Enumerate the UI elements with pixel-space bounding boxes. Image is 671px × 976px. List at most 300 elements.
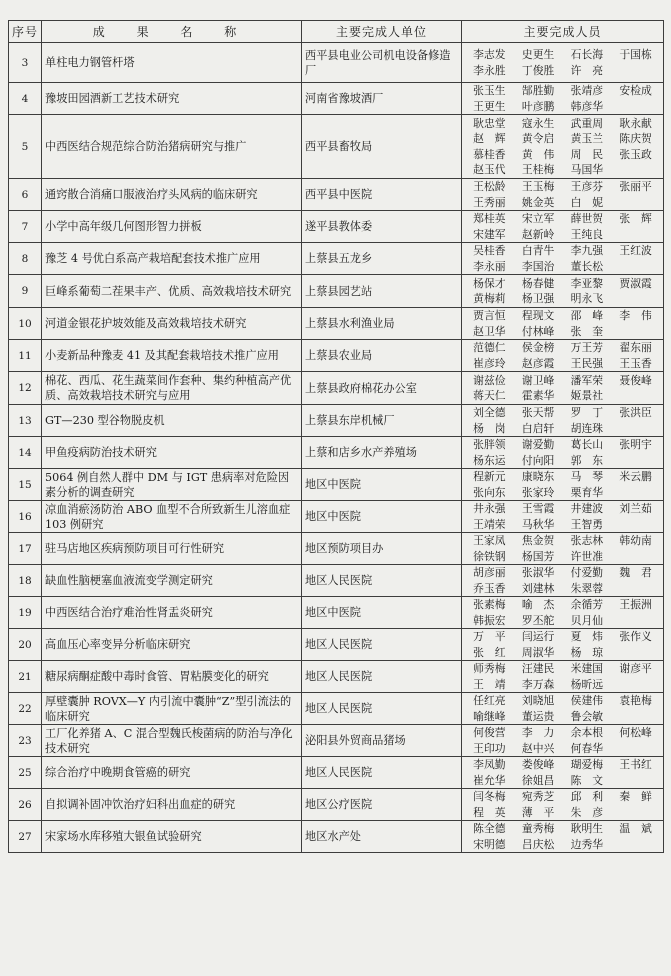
achievement-title: 厚壁囊肿 ROVX—Y 内引流中囊肿“Z”型引流法的临床研究 bbox=[42, 693, 302, 725]
person-name: 张天帮 bbox=[521, 406, 555, 419]
person-name: 王 靖 bbox=[473, 677, 506, 691]
achievement-title: 糖尿病酮症酸中毒时食管、胃粘膜变化的研究 bbox=[42, 661, 302, 693]
people-line bbox=[465, 725, 660, 741]
person-name: 白 妮 bbox=[570, 195, 604, 209]
person-name bbox=[611, 645, 660, 661]
row-number: 12 bbox=[9, 372, 42, 405]
person-name: 侯建伟 bbox=[570, 694, 604, 707]
person-name: 张 辉 bbox=[619, 212, 652, 225]
person-name bbox=[611, 162, 660, 178]
person-name: 吕庆松 bbox=[521, 837, 555, 851]
completion-unit: 遂平县教体委 bbox=[302, 211, 462, 243]
person-name: 张家玲 bbox=[521, 485, 555, 499]
people-line bbox=[465, 63, 660, 79]
row-number: 14 bbox=[9, 437, 42, 469]
table-row bbox=[9, 533, 664, 565]
person-name: 李志发 bbox=[473, 48, 506, 61]
achievement-title: 通窍散合消痛口服液治疗头风病的临床研究 bbox=[42, 179, 302, 211]
person-name: 王智勇 bbox=[570, 517, 604, 531]
person-name bbox=[611, 773, 660, 789]
completion-people bbox=[462, 372, 664, 405]
person-name bbox=[611, 741, 660, 757]
person-name: 韩彦华 bbox=[570, 99, 604, 113]
completion-unit: 上蔡县水利渔业局 bbox=[302, 308, 462, 340]
person-name: 马国华 bbox=[570, 163, 604, 176]
person-name: 白青牛 bbox=[521, 244, 555, 257]
table-row bbox=[9, 821, 664, 853]
completion-unit: 西平县中医院 bbox=[302, 179, 462, 211]
person-name: 王更生 bbox=[473, 99, 506, 113]
person-name: 张靖彦 bbox=[570, 84, 604, 97]
people-line bbox=[465, 533, 660, 549]
person-name: 武重周 bbox=[570, 116, 604, 130]
row-number: 27 bbox=[9, 821, 42, 853]
person-name: 马秋华 bbox=[521, 517, 555, 531]
person-name: 喻 杰 bbox=[521, 598, 555, 611]
completion-unit: 地区中医院 bbox=[302, 469, 462, 501]
people-line bbox=[465, 773, 660, 789]
table-row bbox=[9, 372, 664, 405]
people-line bbox=[465, 47, 660, 63]
person-name: 付爱勤 bbox=[570, 566, 604, 579]
person-name bbox=[611, 324, 660, 340]
completion-people bbox=[462, 83, 664, 115]
person-name: 赵玉代 bbox=[473, 163, 506, 176]
completion-people bbox=[462, 405, 664, 437]
person-name: 蒋天仁 bbox=[473, 389, 506, 402]
people-line bbox=[465, 485, 660, 501]
people-line bbox=[465, 340, 660, 356]
achievement-title: 巨峰系葡萄二茬果丰产、优质、高效栽培技术研究 bbox=[42, 275, 302, 308]
row-number: 15 bbox=[9, 469, 42, 501]
person-name: 许 亮 bbox=[570, 63, 604, 77]
person-name: 赵 辉 bbox=[473, 132, 506, 145]
completion-unit: 地区人民医院 bbox=[302, 629, 462, 661]
people-line bbox=[465, 308, 660, 324]
person-name: 贾淑霞 bbox=[619, 276, 652, 290]
person-name: 张 红 bbox=[473, 645, 506, 659]
row-number: 16 bbox=[9, 501, 42, 533]
people-line bbox=[465, 837, 660, 853]
person-name: 王秀丽 bbox=[473, 195, 506, 209]
person-name: 黄 伟 bbox=[521, 147, 555, 161]
person-name bbox=[611, 99, 660, 115]
table-row bbox=[9, 340, 664, 372]
person-name: 李永胜 bbox=[473, 63, 506, 77]
person-name: 李 力 bbox=[521, 726, 555, 739]
person-name: 宋建军 bbox=[473, 227, 506, 241]
completion-people bbox=[462, 533, 664, 565]
person-name: 郭 东 bbox=[570, 453, 604, 467]
person-name bbox=[611, 581, 660, 597]
completion-people bbox=[462, 501, 664, 533]
row-number: 17 bbox=[9, 533, 42, 565]
person-name: 刘建林 bbox=[521, 581, 555, 595]
person-name: 杨 琼 bbox=[570, 645, 604, 659]
achievement-title: 甲鱼疫病防治技术研究 bbox=[42, 437, 302, 469]
person-name: 余循芳 bbox=[570, 598, 604, 611]
person-name: 丁俊胜 bbox=[521, 63, 555, 77]
table-row bbox=[9, 83, 664, 115]
completion-unit: 地区中医院 bbox=[302, 597, 462, 629]
row-number: 6 bbox=[9, 179, 42, 211]
person-name: 杨保才 bbox=[473, 276, 506, 290]
achievements-table bbox=[8, 20, 664, 853]
person-name: 潘军荣 bbox=[570, 373, 604, 387]
person-name bbox=[611, 837, 660, 853]
completion-unit: 上蔡县五龙乡 bbox=[302, 243, 462, 275]
people-line bbox=[465, 147, 660, 163]
people-line bbox=[465, 565, 660, 581]
person-name: 黄玉兰 bbox=[570, 132, 604, 145]
completion-people bbox=[462, 565, 664, 597]
person-name: 瑚爱梅 bbox=[570, 758, 604, 771]
completion-unit: 上蔡县农业局 bbox=[302, 340, 462, 372]
row-number: 25 bbox=[9, 757, 42, 789]
person-name: 王红波 bbox=[619, 244, 652, 257]
person-name: 李永丽 bbox=[473, 259, 506, 273]
person-name: 谢彦平 bbox=[619, 662, 652, 675]
completion-unit: 上蔡县园艺站 bbox=[302, 275, 462, 308]
person-name: 胡连珠 bbox=[570, 421, 604, 435]
completion-people bbox=[462, 789, 664, 821]
table-row bbox=[9, 693, 664, 725]
person-name: 张 奎 bbox=[570, 324, 604, 338]
person-name: 杨 岗 bbox=[473, 421, 506, 435]
person-name: 魏 君 bbox=[619, 566, 652, 579]
people-line bbox=[465, 581, 660, 597]
person-name: 姚金英 bbox=[521, 195, 555, 209]
completion-people bbox=[462, 211, 664, 243]
person-name: 杨国芳 bbox=[521, 549, 555, 563]
people-line bbox=[465, 324, 660, 340]
people-line bbox=[465, 789, 660, 805]
achievement-title: 高血压心率变异分析临床研究 bbox=[42, 629, 302, 661]
person-name bbox=[611, 613, 660, 629]
person-name: 袁艳梅 bbox=[619, 694, 652, 707]
people-line bbox=[465, 613, 660, 629]
person-name: 张作义 bbox=[619, 630, 652, 643]
achievement-title: 中西医结合治疗难治性肾盂炎研究 bbox=[42, 597, 302, 629]
table-row bbox=[9, 211, 664, 243]
person-name: 朱 彦 bbox=[570, 805, 604, 819]
achievement-title: 自拟调补固冲饮治疗妇科出血症的研究 bbox=[42, 789, 302, 821]
person-name: 朱翠蓉 bbox=[570, 581, 604, 595]
person-name: 谢卫峰 bbox=[521, 373, 555, 387]
person-name: 王玉梅 bbox=[521, 180, 555, 193]
people-line bbox=[465, 179, 660, 195]
person-name: 夏 炜 bbox=[570, 630, 604, 643]
table-row bbox=[9, 115, 664, 179]
person-name: 寇永生 bbox=[521, 116, 555, 130]
header-row bbox=[9, 21, 664, 43]
people-line bbox=[465, 805, 660, 821]
table-row bbox=[9, 43, 664, 83]
person-name: 付林峰 bbox=[521, 324, 555, 338]
completion-unit: 地区中医院 bbox=[302, 501, 462, 533]
completion-unit: 地区水产处 bbox=[302, 821, 462, 853]
row-number: 11 bbox=[9, 340, 42, 372]
completion-people bbox=[462, 757, 664, 789]
table-row bbox=[9, 275, 664, 308]
people-line bbox=[465, 437, 660, 453]
table-row bbox=[9, 469, 664, 501]
table-row bbox=[9, 661, 664, 693]
people-line bbox=[465, 243, 660, 259]
person-name: 张玉生 bbox=[473, 84, 506, 97]
person-name: 何松峰 bbox=[619, 726, 652, 739]
person-name: 边秀华 bbox=[570, 837, 604, 851]
person-name: 聂俊峰 bbox=[619, 373, 652, 387]
person-name: 师秀梅 bbox=[473, 662, 506, 675]
table-row bbox=[9, 757, 664, 789]
people-line bbox=[465, 131, 660, 147]
person-name: 李 伟 bbox=[619, 309, 652, 322]
person-name: 黄令启 bbox=[521, 132, 555, 145]
person-name: 张淑华 bbox=[521, 566, 555, 579]
row-number: 23 bbox=[9, 725, 42, 757]
achievement-title: 小学中高年级几何图形智力拼板 bbox=[42, 211, 302, 243]
person-name: 赵中兴 bbox=[521, 741, 555, 755]
people-line bbox=[465, 661, 660, 677]
person-name: 栗育华 bbox=[570, 485, 604, 499]
row-number: 19 bbox=[9, 597, 42, 629]
person-name: 井永强 bbox=[473, 502, 506, 515]
person-name: 万王芳 bbox=[570, 341, 604, 354]
person-name: 张向东 bbox=[473, 485, 506, 499]
person-name: 王靖荣 bbox=[473, 517, 506, 531]
person-name: 娄俊峰 bbox=[521, 758, 555, 771]
completion-people bbox=[462, 340, 664, 372]
person-name: 刘兰茹 bbox=[619, 502, 652, 515]
person-name: 何俊营 bbox=[473, 726, 506, 739]
person-name: 陈全德 bbox=[473, 822, 506, 835]
header-title: 成 果 名 称 bbox=[42, 21, 302, 43]
people-line bbox=[465, 356, 660, 372]
completion-people bbox=[462, 308, 664, 340]
table-row bbox=[9, 789, 664, 821]
row-number: 20 bbox=[9, 629, 42, 661]
people-line bbox=[465, 821, 660, 837]
person-name: 安检成 bbox=[619, 84, 652, 97]
achievement-title: 豫坡田园酒新工艺技术研究 bbox=[42, 83, 302, 115]
person-name: 叶彦鹏 bbox=[521, 99, 555, 113]
table-row bbox=[9, 629, 664, 661]
person-name: 姬景社 bbox=[570, 389, 604, 402]
person-name: 周 民 bbox=[570, 147, 604, 161]
completion-people bbox=[462, 629, 664, 661]
person-name: 崔彦玲 bbox=[473, 356, 506, 370]
person-name: 许世准 bbox=[570, 549, 604, 563]
header-people: 主要完成人员 bbox=[462, 21, 664, 43]
people-line bbox=[465, 405, 660, 421]
header-unit: 主要完成人单位 bbox=[302, 21, 462, 43]
person-name: 董长松 bbox=[570, 259, 604, 273]
achievement-title: GT—230 型谷物脱皮机 bbox=[42, 405, 302, 437]
completion-people bbox=[462, 179, 664, 211]
person-name: 张素梅 bbox=[473, 598, 506, 611]
people-line bbox=[465, 291, 660, 307]
people-line bbox=[465, 629, 660, 645]
person-name bbox=[611, 709, 660, 725]
people-line bbox=[465, 83, 660, 99]
table-row bbox=[9, 179, 664, 211]
achievement-title: 小麦新品种豫麦 41 及其配套栽培技术推广应用 bbox=[42, 340, 302, 372]
person-name: 邱 利 bbox=[570, 790, 604, 803]
person-name: 杨东运 bbox=[473, 453, 506, 467]
completion-unit: 上蔡县政府棉花办公室 bbox=[302, 372, 462, 405]
person-name: 王桂梅 bbox=[521, 163, 555, 176]
completion-people bbox=[462, 725, 664, 757]
person-name: 贾言恒 bbox=[473, 309, 506, 322]
person-name: 乔玉香 bbox=[473, 581, 506, 595]
person-name bbox=[611, 259, 660, 275]
row-number: 9 bbox=[9, 275, 42, 308]
person-name: 白启轩 bbox=[521, 421, 555, 435]
person-name: 张玉政 bbox=[619, 147, 652, 161]
achievement-title: 综合治疗中晚期食管癌的研究 bbox=[42, 757, 302, 789]
person-name bbox=[611, 517, 660, 533]
table-row bbox=[9, 405, 664, 437]
person-name bbox=[611, 388, 660, 404]
completion-unit: 地区预防项目办 bbox=[302, 533, 462, 565]
person-name: 任红亮 bbox=[473, 694, 506, 707]
person-name: 谢兹俭 bbox=[473, 373, 506, 387]
achievement-title: 豫芝 4 号优白系高产栽培配套技术推广应用 bbox=[42, 243, 302, 275]
person-name: 贝月仙 bbox=[570, 613, 604, 627]
people-line bbox=[465, 99, 660, 115]
people-line bbox=[465, 517, 660, 533]
person-name: 陈庆贺 bbox=[619, 132, 652, 145]
table-row bbox=[9, 501, 664, 533]
row-number: 10 bbox=[9, 308, 42, 340]
person-name: 张丽平 bbox=[619, 180, 652, 193]
person-name: 程 英 bbox=[473, 805, 506, 819]
person-name: 米云鹏 bbox=[619, 470, 652, 483]
table-row bbox=[9, 725, 664, 757]
person-name: 韩幼南 bbox=[619, 534, 652, 547]
person-name: 马 琴 bbox=[570, 470, 604, 483]
person-name: 赵彦霞 bbox=[521, 356, 555, 370]
person-name: 张洪臣 bbox=[619, 406, 652, 419]
person-name: 刘晓旭 bbox=[521, 694, 555, 707]
people-line bbox=[465, 388, 660, 404]
completion-unit: 地区公疗医院 bbox=[302, 789, 462, 821]
completion-unit: 泌阳县外贸商品猪场 bbox=[302, 725, 462, 757]
people-line bbox=[465, 501, 660, 517]
person-name: 李国治 bbox=[521, 259, 555, 273]
row-number: 18 bbox=[9, 565, 42, 597]
table-row bbox=[9, 437, 664, 469]
achievement-title: 凉血消瘀汤防治 ABO 血型不合所致新生儿溶血症 103 例研究 bbox=[42, 501, 302, 533]
completion-people bbox=[462, 275, 664, 308]
completion-people bbox=[462, 597, 664, 629]
table-row bbox=[9, 243, 664, 275]
completion-unit: 上蔡和店乡水产养殖场 bbox=[302, 437, 462, 469]
person-name: 葛长山 bbox=[570, 438, 604, 451]
person-name: 童秀梅 bbox=[521, 822, 555, 835]
person-name: 康晓东 bbox=[521, 470, 555, 483]
people-line bbox=[465, 211, 660, 227]
person-name: 杨卫强 bbox=[521, 292, 555, 305]
person-name bbox=[611, 805, 660, 821]
person-name bbox=[611, 227, 660, 243]
completion-unit: 地区人民医院 bbox=[302, 757, 462, 789]
person-name: 万 平 bbox=[473, 630, 506, 643]
completion-unit: 地区人民医院 bbox=[302, 661, 462, 693]
table-row bbox=[9, 565, 664, 597]
person-name: 喻继峰 bbox=[473, 709, 506, 723]
people-line bbox=[465, 259, 660, 275]
person-name: 王玉香 bbox=[619, 356, 652, 370]
person-name bbox=[611, 453, 660, 469]
person-name bbox=[611, 63, 660, 79]
person-name: 黄梅莉 bbox=[473, 292, 506, 305]
row-number: 7 bbox=[9, 211, 42, 243]
person-name: 周淑华 bbox=[521, 645, 555, 659]
table-body bbox=[9, 43, 664, 853]
people-line bbox=[465, 693, 660, 709]
person-name: 吴桂香 bbox=[473, 244, 506, 257]
person-name: 何春华 bbox=[570, 741, 604, 755]
achievement-title: 驻马店地区疾病预防项目可行性研究 bbox=[42, 533, 302, 565]
row-number: 3 bbox=[9, 43, 42, 83]
person-name: 王松龄 bbox=[473, 180, 506, 193]
person-name: 赵卫华 bbox=[473, 324, 506, 338]
person-name: 宋立军 bbox=[521, 212, 555, 225]
completion-unit: 西平县畜牧局 bbox=[302, 115, 462, 179]
person-name: 耿明生 bbox=[570, 822, 604, 835]
person-name: 宋明德 bbox=[473, 837, 506, 851]
person-name: 王书红 bbox=[619, 758, 652, 771]
row-number: 4 bbox=[9, 83, 42, 115]
person-name: 闫冬梅 bbox=[473, 790, 506, 803]
person-name: 明永飞 bbox=[570, 292, 604, 305]
person-name: 谢爱勤 bbox=[521, 438, 555, 451]
person-name: 程现文 bbox=[521, 309, 555, 322]
person-name: 翟东丽 bbox=[619, 341, 652, 354]
person-name bbox=[611, 291, 660, 307]
person-name: 李凤勤 bbox=[473, 758, 506, 771]
person-name: 崔允华 bbox=[473, 773, 506, 787]
person-name: 焦金贺 bbox=[521, 534, 555, 547]
table-row bbox=[9, 597, 664, 629]
person-name: 霍素华 bbox=[521, 389, 555, 402]
person-name: 杨春健 bbox=[521, 276, 555, 290]
person-name: 宛秀芝 bbox=[521, 790, 555, 803]
completion-people bbox=[462, 43, 664, 83]
person-name: 邵 峰 bbox=[570, 309, 604, 322]
person-name: 王雪霞 bbox=[521, 502, 555, 515]
person-name: 付向阳 bbox=[521, 453, 555, 467]
completion-people bbox=[462, 115, 664, 179]
person-name bbox=[611, 421, 660, 437]
person-name: 侯金榜 bbox=[521, 341, 555, 354]
completion-unit: 西平县电业公司机电设备修造厂 bbox=[302, 43, 462, 83]
people-line bbox=[465, 421, 660, 437]
people-line bbox=[465, 453, 660, 469]
person-name: 慕桂香 bbox=[473, 147, 506, 161]
person-name: 史更生 bbox=[521, 48, 555, 61]
person-name: 张胖领 bbox=[473, 438, 506, 451]
people-line bbox=[465, 677, 660, 693]
row-number: 8 bbox=[9, 243, 42, 275]
people-line bbox=[465, 645, 660, 661]
people-line bbox=[465, 276, 660, 292]
people-line bbox=[465, 116, 660, 132]
completion-unit: 河南省豫坡酒厂 bbox=[302, 83, 462, 115]
person-name: 秦 鲜 bbox=[619, 790, 652, 803]
